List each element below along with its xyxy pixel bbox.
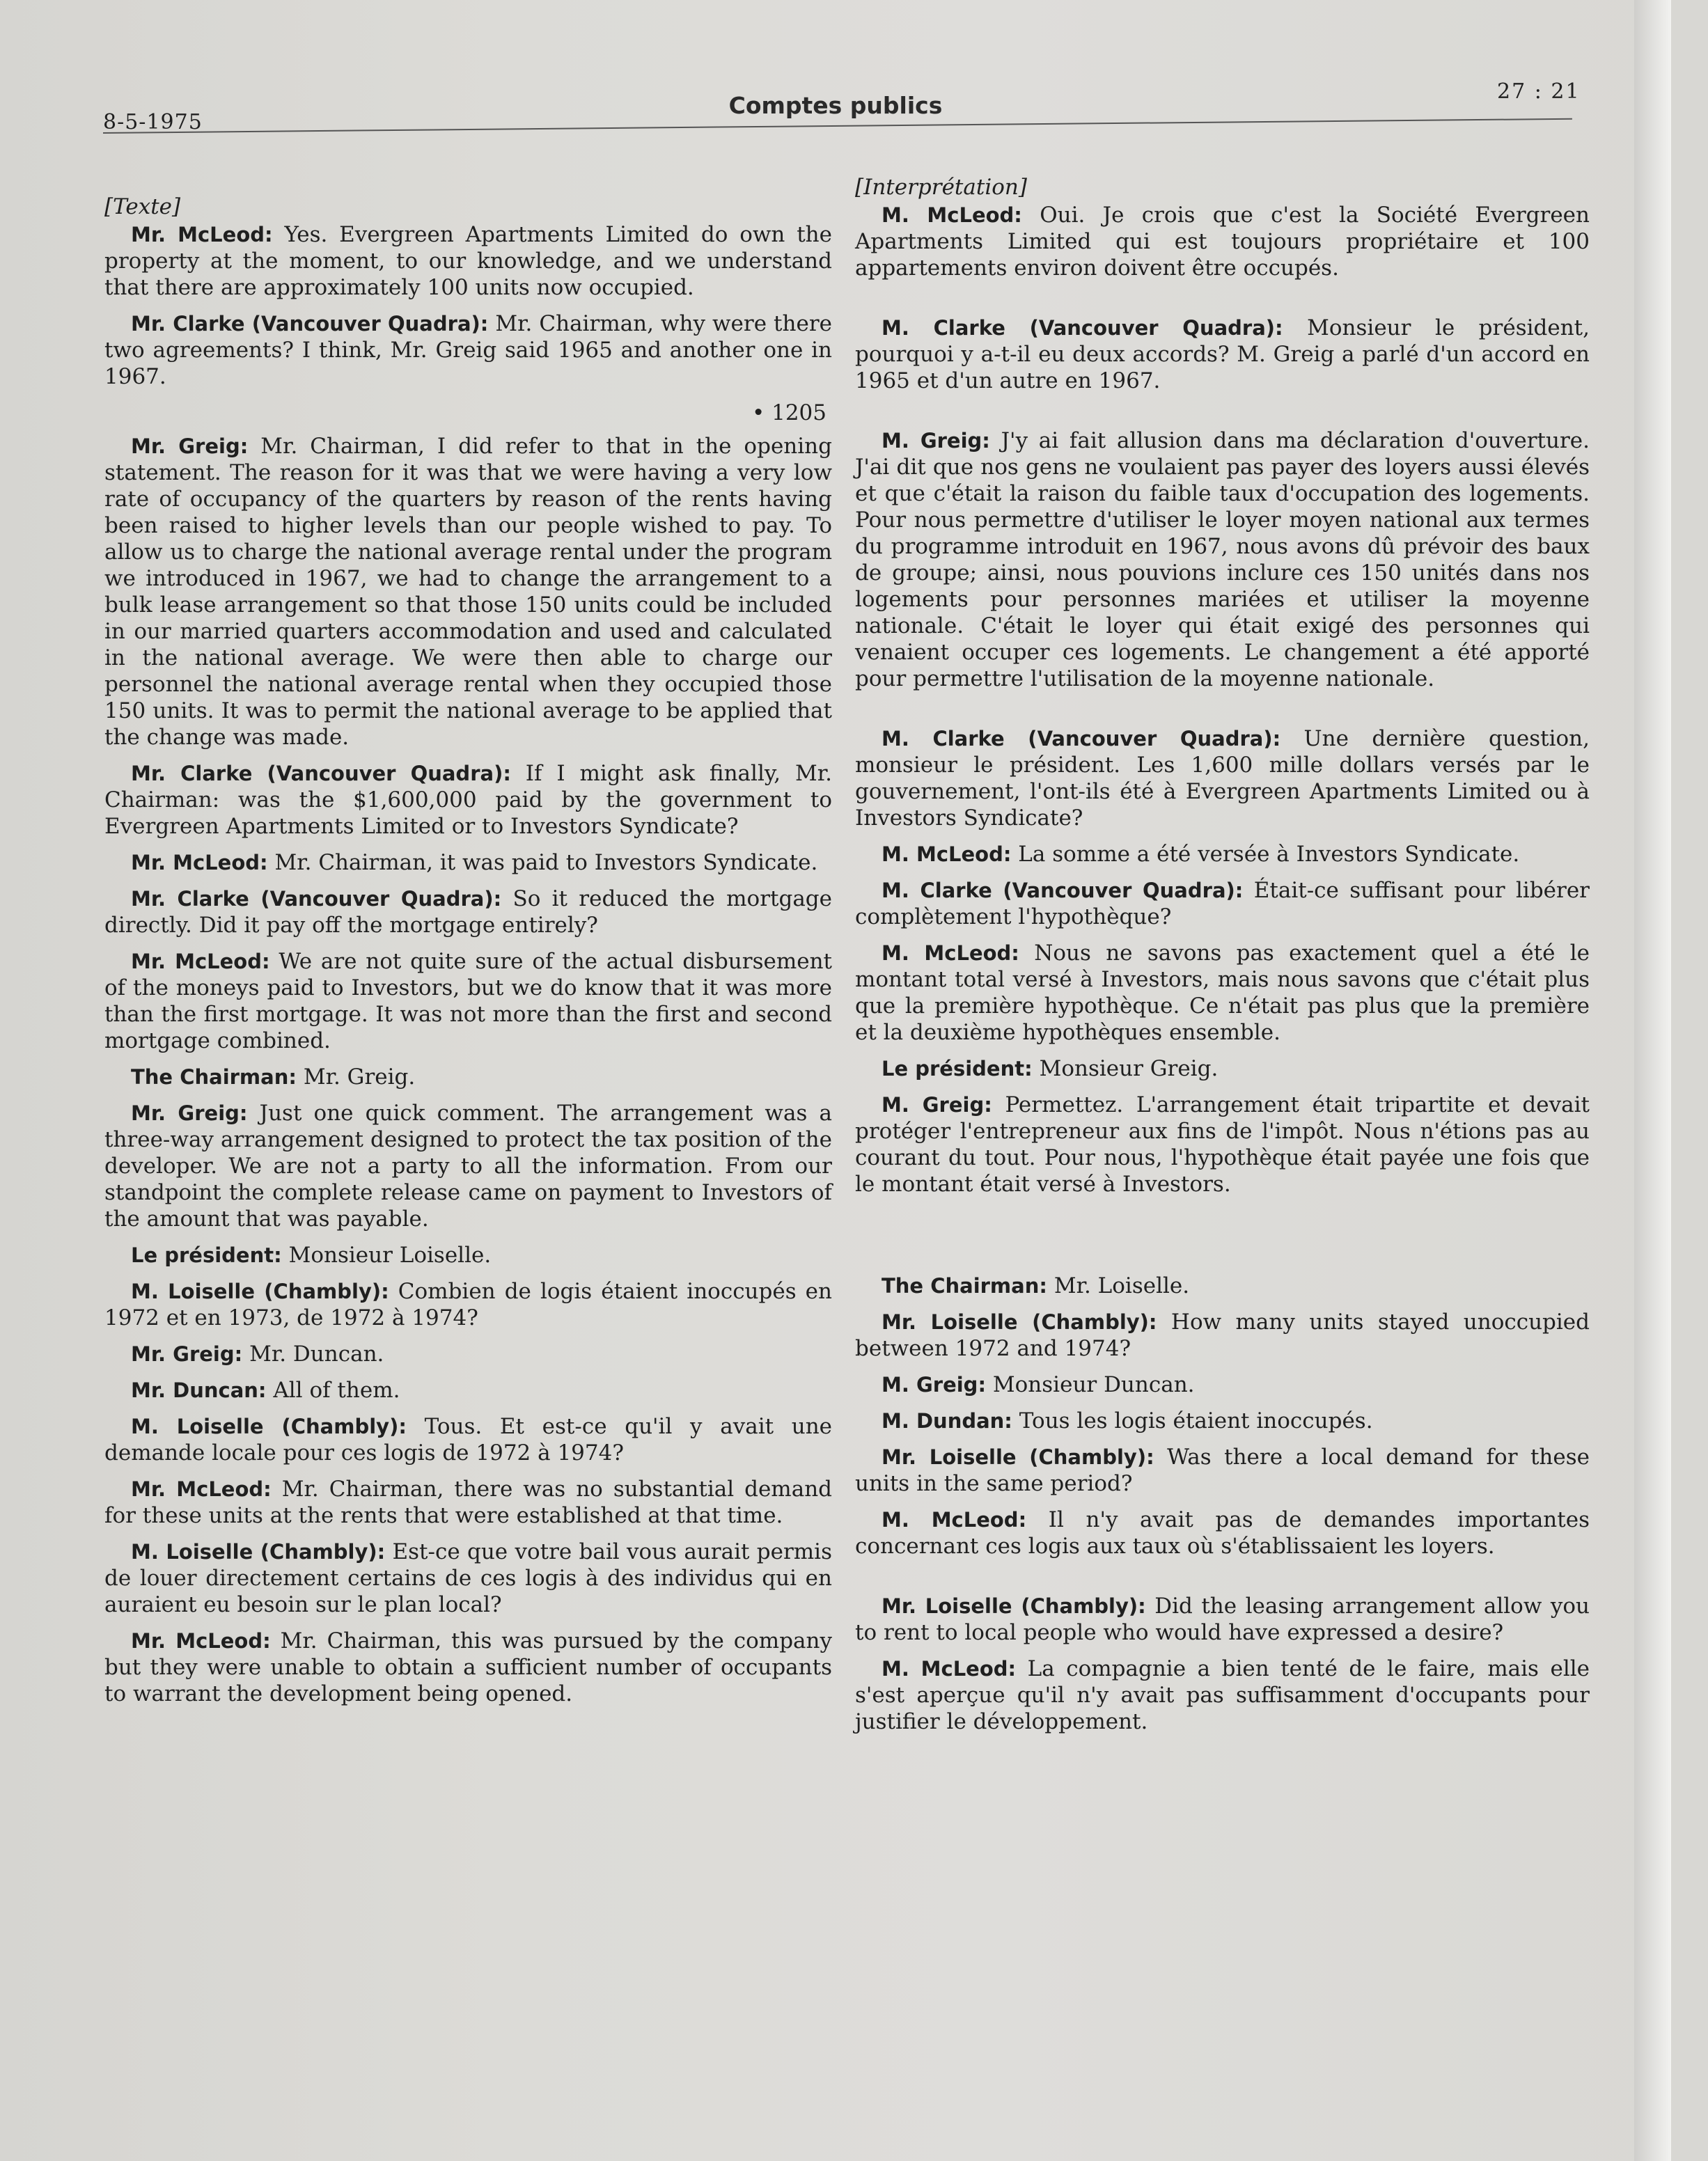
paragraph-text: La compagnie a bien tenté de le faire, mais elle s'est aperçue qu'il n'y avait pas suffisamment d'occupants pour justifier le développement. xyxy=(855,1656,1590,1734)
paragraph xyxy=(104,1341,832,1367)
paragraph-text: Mr. Chairman, it was paid to Investors Syndicate. xyxy=(267,850,818,875)
paragraph xyxy=(104,1476,832,1529)
paragraph xyxy=(855,202,1590,281)
speaker-name: Mr. Loiselle (Chambly): xyxy=(882,1594,1146,1618)
paragraph xyxy=(855,1408,1590,1434)
paragraph-text: Permettez. L'arrangement était tripartite et devait protéger l'entrepreneur aux fins de l'impôt. Nous n'étions pas au courant du tout. Pour nous, l'hypothèque était payée une fois que le montant était versé à Investors. xyxy=(855,1092,1590,1197)
header-date: 8-5-1975 xyxy=(103,110,203,134)
paragraph-text: Monsieur Duncan. xyxy=(986,1372,1195,1397)
spacer xyxy=(855,291,1590,315)
speaker-name: M. Greig: xyxy=(882,1373,987,1397)
spacer xyxy=(855,1207,1590,1273)
left-column xyxy=(104,194,832,1717)
section-tag-texte: [Texte] xyxy=(104,194,181,219)
paragraph-text: Une dernière question, monsieur le président. Les 1,600 mille dollars versés par le gouvernement, l'ont-ils été à Evergreen Apartments Limited ou à Investors Syndicate? xyxy=(855,726,1590,831)
header-rule xyxy=(103,118,1572,134)
speaker-name: Mr. Greig: xyxy=(131,434,249,458)
speaker-name: Mr. McLeod: xyxy=(131,1477,272,1501)
speaker-name: Mr. McLeod: xyxy=(131,223,273,246)
speaker-name: M. Greig: xyxy=(882,429,990,453)
header-title: Comptes publics xyxy=(728,92,943,119)
speaker-name: Mr. Greig: xyxy=(131,1101,248,1125)
paragraph xyxy=(104,760,832,840)
speaker-name: M. Clarke (Vancouver Quadra): xyxy=(882,879,1244,902)
paragraph xyxy=(104,1242,832,1268)
speaker-name: M. Dundan: xyxy=(882,1409,1012,1433)
paragraph xyxy=(855,877,1590,930)
paragraph xyxy=(104,221,832,301)
speaker-name: Le président: xyxy=(131,1243,282,1267)
speaker-name: Mr. Clarke (Vancouver Quadra): xyxy=(131,312,489,336)
paragraph xyxy=(104,1064,832,1090)
spacer xyxy=(855,404,1590,427)
paragraph xyxy=(855,1444,1590,1497)
paragraph xyxy=(855,1309,1590,1362)
paragraph xyxy=(855,1656,1590,1735)
paragraph-text: Monsieur le président, pourquoi y a-t-il eu deux accords? M. Greig a parlé d'un accord en 1965 et d'un autre en 1967. xyxy=(855,315,1590,393)
speaker-name: M. McLeod: xyxy=(882,203,1022,227)
speaker-name: M. Loiselle (Chambly): xyxy=(131,1280,389,1303)
paragraph xyxy=(855,427,1590,692)
paragraph xyxy=(855,1372,1590,1398)
paragraph-text: Oui. Je crois que c'est la Société Evergreen Apartments Limited qui est toujours propriétaire et 100 appartements environ doivent être occupés. xyxy=(855,203,1590,281)
paragraph xyxy=(104,1413,832,1466)
paragraph-text: Mr. Loiselle. xyxy=(1047,1273,1190,1298)
paragraph xyxy=(104,433,832,751)
paragraph-text: J'y ai fait allusion dans ma déclaration d'ouverture. J'ai dit que nos gens ne voulaient pas payer des loyers aussi élevés et que c'était la raison du faible taux d'occupation des logements. Pour nous permettre d'utiliser le loyer moyen national aux termes du programme introduit en 1967, nous avons dû prévoir des baux de groupe; ainsi, nous pouvions inclure ces 150 unités dans nos logements pour personnes mariées et utiliser la moyenne nationale. C'était le loyer qui était exigé des personnes qui venaient occuper ces logements. Le changement a été apporté pour permettre l'utilisation de la moyenne nationale. xyxy=(855,428,1590,691)
paragraph-text: Est-ce que votre bail vous aurait permis de louer directement certains de ces logis à des individus qui en auraient eu besoin sur le plan local? xyxy=(104,1539,833,1617)
paragraph xyxy=(855,1092,1590,1197)
paragraph-text: We are not quite sure of the actual disbursement of the moneys paid to Investors, but we do know that it was more than the first mortgage. It was not more than the first and second mortgage combined. xyxy=(104,949,832,1053)
paragraph xyxy=(855,1055,1590,1082)
paragraph-text: Était-ce suffisant pour libérer complètement l'hypothèque? xyxy=(855,878,1590,929)
paragraph-text: Il n'y avait pas de demandes importantes concernant ces logis aux taux où s'établissaient les loyers. xyxy=(855,1507,1590,1559)
paragraph xyxy=(855,940,1590,1046)
paragraph-text: Mr. Chairman, this was pursued by the company but they were unable to obtain a sufficient number of occupants to warrant the development being opened. xyxy=(104,1628,832,1706)
header-page-number: 27 : 21 xyxy=(1497,79,1581,104)
paragraph-text: Tous. Et est-ce qu'il y avait une demande locale pour ces logis de 1972 à 1974? xyxy=(104,1414,833,1465)
speaker-name: Mr. McLeod: xyxy=(131,851,268,874)
paragraph-text: Monsieur Greig. xyxy=(1032,1056,1219,1081)
paragraph xyxy=(104,1377,832,1404)
speaker-name: Mr. Clarke (Vancouver Quadra): xyxy=(131,762,511,785)
paragraph xyxy=(104,886,832,938)
speaker-name: M. Clarke (Vancouver Quadra): xyxy=(882,316,1283,340)
paragraph-text: Mr. Chairman, there was no substantial demand for these units at the rents that were established at that time. xyxy=(104,1477,832,1528)
speaker-name: Mr. Duncan: xyxy=(131,1378,267,1402)
section-tag-interpretation: [Interprétation] xyxy=(855,175,1027,200)
paragraph xyxy=(855,725,1590,831)
speaker-name: M. McLeod: xyxy=(882,842,1012,866)
speaker-name: Le président: xyxy=(882,1057,1033,1080)
paragraph-text: Was there a local demand for these units in the same period? xyxy=(855,1445,1590,1496)
paragraph-text: Monsieur Loiselle. xyxy=(281,1243,492,1268)
speaker-name: Mr. Loiselle (Chambly): xyxy=(882,1310,1157,1334)
timestamp-marker: • 1205 xyxy=(751,400,826,425)
paragraph-text: Did the leasing arrangement allow you to rent to local people who would have expressed a desire? xyxy=(855,1594,1590,1645)
speaker-name: M. McLeod: xyxy=(882,941,1019,965)
paragraph-text: All of them. xyxy=(266,1378,400,1403)
spacer xyxy=(855,1569,1590,1593)
paragraph-text: Just one quick comment. The arrangement was a three-way arrangement designed to protect the tax position of the developer. We are not a party to all the information. From our standpoint the complete release came on payment to Investors of the amount that was payable. xyxy=(104,1101,832,1232)
paragraph-text: Mr. Chairman, I did refer to that in the opening statement. The reason for it was that we were having a very low rate of occupancy of the quarters by reason of the rents having been raised to higher levels than our people wished to pay. To allow us to charge the national average rental under the program we introduced in 1967, we had to change the arrangement to a bulk lease arrangement so that those 150 units could be included in our married quarters accommodation and used and calculated in the national average. We were then able to charge our personnel the national average rental when they occupied those 150 units. It was to permit the national average to be applied that the change was made. xyxy=(104,434,832,750)
paragraph xyxy=(104,1278,832,1331)
speaker-name: M. Greig: xyxy=(882,1093,992,1117)
paragraph xyxy=(104,311,832,390)
speaker-name: M. Clarke (Vancouver Quadra): xyxy=(882,727,1281,751)
paragraph xyxy=(855,841,1590,867)
paragraph-text: Mr. Chairman, why were there two agreements? I think, Mr. Greig said 1965 and another one in 1967. xyxy=(104,311,832,389)
speaker-name: M. McLeod: xyxy=(882,1657,1017,1681)
paragraph-text: Yes. Evergreen Apartments Limited do own the property at the moment, to our knowledge, and we understand that there are approximately 100 units now occupied. xyxy=(104,222,832,300)
speaker-name: The Chairman: xyxy=(131,1065,297,1089)
speaker-name: Mr. McLeod: xyxy=(131,950,270,973)
paragraph-text: Nous ne savons pas exactement quel a été le montant total versé à Investors, mais nous savons que c'était plus que la première hypothèque. Ce n'était pas plus que la première et la deuxième hypothèques ensemble. xyxy=(855,941,1590,1045)
speaker-name: Mr. Greig: xyxy=(131,1342,243,1366)
paragraph xyxy=(104,1539,832,1618)
speaker-name: The Chairman: xyxy=(882,1274,1047,1298)
paragraph-text: If I might ask finally, Mr. Chairman: was the $1,600,000 paid by the government to Evergreen Apartments Limited or to Investors Syndicate? xyxy=(104,761,832,839)
paragraph-text: How many units stayed unoccupied between 1972 and 1974? xyxy=(855,1310,1590,1361)
paragraph xyxy=(855,1273,1590,1299)
paragraph-text: La somme a été versée à Investors Syndicate. xyxy=(1011,842,1520,867)
speaker-name: M. Loiselle (Chambly): xyxy=(131,1540,386,1564)
right-column xyxy=(855,174,1590,1745)
paragraph-text: Combien de logis étaient inoccupés en 1972 et en 1973, de 1972 à 1974? xyxy=(104,1279,832,1330)
speaker-name: Mr. Loiselle (Chambly): xyxy=(882,1445,1154,1469)
speaker-name: M. McLeod: xyxy=(882,1508,1027,1532)
paragraph-text: Mr. Greig. xyxy=(296,1064,416,1090)
page-binding-edge xyxy=(1634,0,1671,2161)
paragraph xyxy=(104,849,832,876)
paragraph-text: Tous les logis étaient inoccupés. xyxy=(1012,1408,1373,1433)
paragraph xyxy=(855,1593,1590,1646)
paragraph xyxy=(855,315,1590,394)
speaker-name: Mr. Clarke (Vancouver Quadra): xyxy=(131,887,502,911)
paragraph-text: Mr. Duncan. xyxy=(242,1342,384,1367)
paragraph xyxy=(104,1100,832,1232)
speaker-name: M. Loiselle (Chambly): xyxy=(131,1415,407,1438)
paragraph xyxy=(104,948,832,1054)
paragraph-text: So it reduced the mortgage directly. Did it pay off the mortgage entirely? xyxy=(104,886,832,938)
paragraph xyxy=(104,1628,832,1707)
speaker-name: Mr. McLeod: xyxy=(131,1629,271,1653)
spacer xyxy=(855,702,1590,725)
paragraph xyxy=(855,1507,1590,1559)
